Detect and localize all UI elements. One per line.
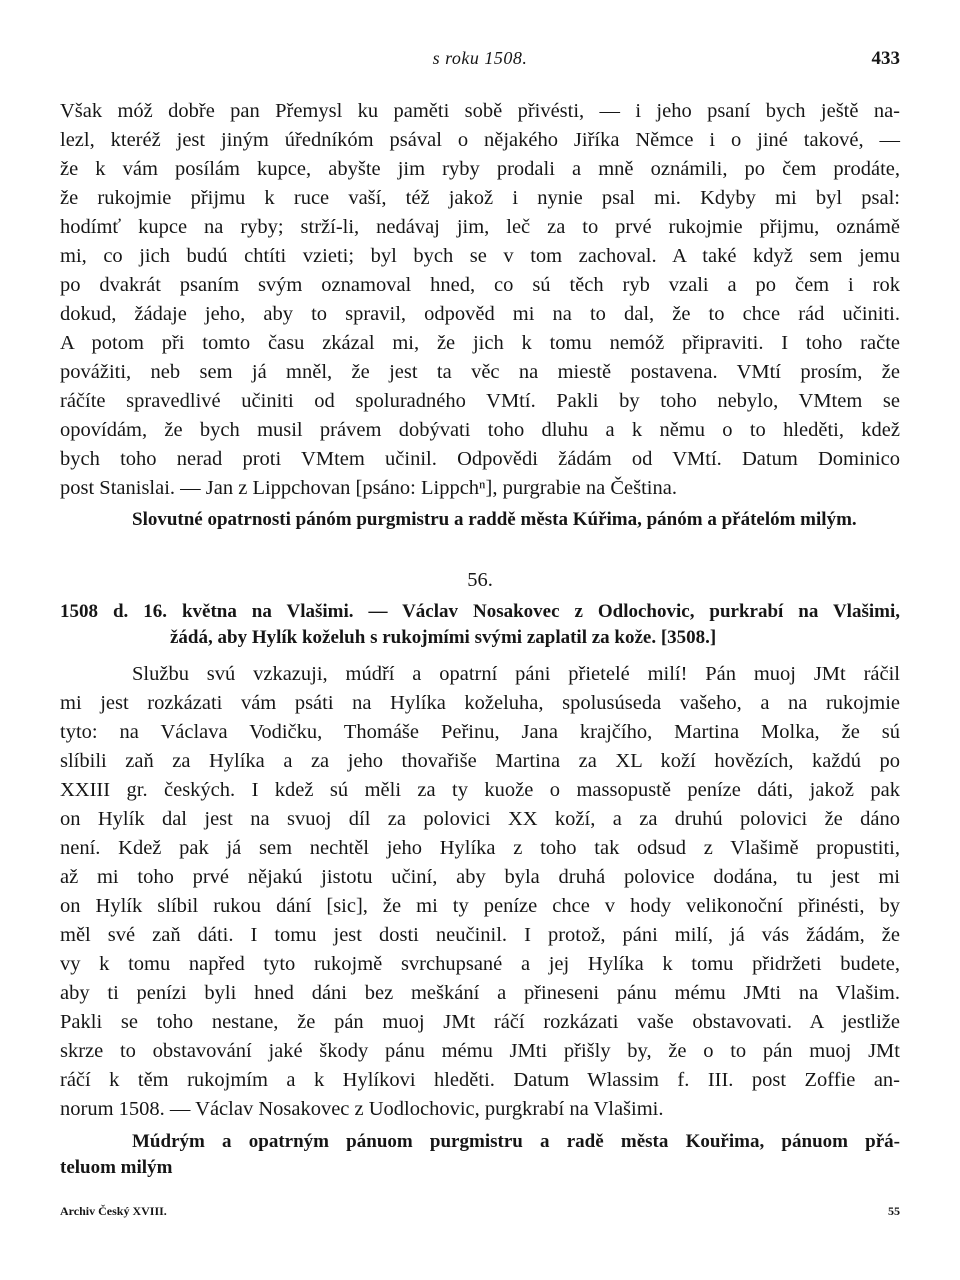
page-number: 433 <box>871 48 900 69</box>
running-title: s roku 1508. <box>432 48 528 68</box>
text-line: dokud, žádaje jeho, aby to spravil, odpověd mi na to dal, že to chce rád učiniti. <box>60 303 900 325</box>
text-line: že rukojmie přijmu k ruce vaší, též jakož i nynie psal mi. Kdyby mi byl psal: <box>60 187 900 209</box>
text-line: A potom při tomto času zkázal mi, že jich k tomu nemóž připraviti. I toho račte <box>60 332 900 354</box>
text-line: Službu svú vzkazuji, múdří a opatrní páni přietelé milí! Pán muoj JMt ráčil <box>132 663 900 685</box>
footer-sheet-number: 55 <box>888 1204 900 1218</box>
text-line: Však móž dobře pan Přemysl ku paměti sobě přivésti, — i jeho psaní bych ještě na- <box>60 100 900 122</box>
text-line: opovídám, že bych musil právem dobývati toho dluhu a k němu o to hleděti, kdež <box>60 419 900 441</box>
text-line: tyto: na Václava Vodičku, Thomáše Peřinu, Jana krajčího, Martina Molka, že sú <box>60 721 900 743</box>
text-line: mi, co jich budú chtíti vzieti; byl bych se v tom zachoval. A také když sem jemu <box>60 245 900 267</box>
text-line: XXIII gr. českých. I kdež sú měli za ty kuože o massopustě peníze dáti, jakož pak <box>60 779 900 801</box>
text-line: skrze to obstavování jaké škody pánu mému JMti přišly by, že o to pán muoj JMt <box>60 1040 900 1062</box>
page-header <box>60 48 900 74</box>
text-line: ráčí k těm rukojmím a k Hylíkovi hleděti. Datum Wlassim f. III. post Zoffie an- <box>60 1069 900 1091</box>
text-line: po dvakrát psaním svým oznamoval hned, co sú těch ryb vzali a po čem i rok <box>60 274 900 296</box>
regest-line: 1508 d. 16. května na Vlašimi. — Václav Nosakovec z Odlochovic, purkrabí na Vlašimi, <box>60 601 900 622</box>
text-line: měl své zaň dáti. I tomu jest dosti neučinil. I protož, páni milí, já vás žádám, že <box>60 924 900 946</box>
text-line: ráčíte spravedlivé učiniti od spoluradného VMtí. Pakli by toho nebylo, VMtem se <box>60 390 900 412</box>
text-line: hodímť kupce na ryby; strží-li, nedávaj jim, leč za to prvé rukojmie přijmu, oznámě <box>60 216 900 238</box>
letter-number: 56. <box>467 569 493 591</box>
text-line: bych toho nerad proti VMtem učinil. Odpovědi žádám od VMtí. Datum Dominico <box>60 448 900 470</box>
text-line: že k vám posílám kupce, abyšte jim ryby prodali a mně oznámili, po čem prodáte, <box>60 158 900 180</box>
text-line: není. Kdež pak já sem nechtěl jeho Hylíka z toho tak odsud z Vlašimě propustiti, <box>60 837 900 859</box>
footer-signature: Archiv Český XVIII. <box>60 1204 167 1218</box>
letter-address: Múdrým a opatrným pánuom purgmistru a radě města Kouřima, pánuom přá- <box>132 1131 900 1152</box>
text-line: slíbili zaň za Hylíka a za jeho thovařiše Martina za XL koží hovězích, každú po <box>60 750 900 772</box>
text-line: post Stanislai. — Jan z Lippchovan [psáno: Lippchⁿ], purgrabie na Čeština. <box>60 477 677 499</box>
text-line: on Hylík dal jest na svuoj díl za polovici XX koží, a za druhú polovici že dáno <box>60 808 900 830</box>
text-line: lezl, kteréž jest jiným úředníkóm psával o nějakého Jiříka Němce i o jiné takové, — <box>60 129 900 151</box>
letter-address: Slovutné opatrnosti pánóm purgmistru a raddě města Kúřima, pánóm a přátelóm milým. <box>132 509 857 530</box>
text-line: až mi toho prvé nějakú jistotu učiní, aby byla druhá polovice dodána, tu jest mi <box>60 866 900 888</box>
text-line: mi jest rozkázati vám psáti na Hylíka koželuha, spolusúseda vašeho, a na rukojmie <box>60 692 900 714</box>
text-line: Pakli se toho nestane, že pán muoj JMt ráčí rozkázati vaše obstavovati. A jestliže <box>60 1011 900 1033</box>
letter-address: teluom milým <box>60 1157 173 1178</box>
text-line: vy k tomu napřed tyto rukojmě svrchupsané a jej Hylíka k tomu přidržeti budete, <box>60 953 900 975</box>
text-line: aby ti penízi byli hned dáni bez meškání a přineseni pánu mému JMti na Vlašim. <box>60 982 900 1004</box>
text-line: on Hylík slíbil rukou dání [sic], že mi ty peníze chce v hody velikonoční přinésti, by <box>60 895 900 917</box>
text-line: norum 1508. — Václav Nosakovec z Uodlochovic, purgkrabí na Vlašimi. <box>60 1098 664 1120</box>
text-line: povážiti, neb sem já mněl, že jest ta věc na miestě postavena. VMtí prosím, že <box>60 361 900 383</box>
regest-line: žádá, aby Hylík koželuh s rukojmími svými zaplatil za kože. [3508.] <box>170 627 717 648</box>
